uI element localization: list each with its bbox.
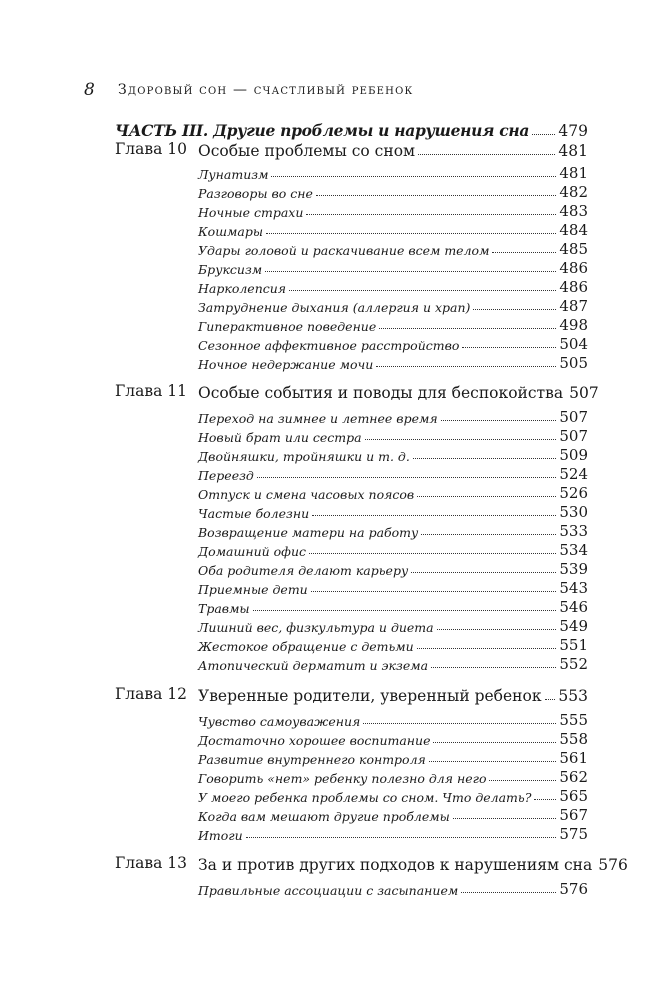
toc-item: Переход на зимнее и летнее время 507 (198, 408, 588, 426)
toc-item: У моего ребенка проблемы со сном. Что делать? 565 (198, 787, 588, 805)
chapter-label: Глава 12 (115, 685, 187, 703)
toc-item: Разговоры во сне 482 (198, 183, 588, 201)
chapter-heading (198, 852, 628, 874)
chapter-heading (198, 138, 588, 160)
book-title: Здоровый сон — счастливый ребенок (118, 82, 414, 98)
part-title: Другие проблемы и нарушения сна (213, 121, 530, 140)
toc-item: Когда вам мешают другие проблемы 567 (198, 806, 588, 824)
toc-item: Итоги 575 (198, 825, 588, 843)
toc-item: Удары головой и раскачивание всем телом 485 (198, 240, 588, 258)
toc-item: Говорить «нет» ребенку полезно для него 562 (198, 768, 588, 786)
part-prefix: ЧАСТЬ III. (115, 121, 208, 140)
toc-item: Атопический дерматит и экзема 552 (198, 655, 588, 673)
toc-item: Ночные страхи 483 (198, 202, 588, 220)
toc-item: Лишний вес, физкультура и диета 549 (198, 617, 588, 635)
toc-item: Переезд 524 (198, 465, 588, 483)
dot-leader (532, 133, 555, 135)
toc-item: Травмы 546 (198, 598, 588, 616)
chapter-page: 507 (569, 384, 599, 402)
part-page: 479 (558, 122, 588, 140)
chapter-label: Глава 10 (115, 140, 187, 158)
toc-item: Домашний офис 534 (198, 541, 588, 559)
chapter-page: 576 (598, 856, 628, 874)
chapter-page: 553 (558, 687, 588, 705)
toc-item: Развитие внутреннего контроля 561 (198, 749, 588, 767)
chapter-title: Особые проблемы со сном (198, 142, 416, 160)
toc-item: Приемные дети 543 (198, 579, 588, 597)
toc-item: Кошмары 484 (198, 221, 588, 239)
dot-leader (545, 698, 556, 700)
chapter-heading (198, 380, 599, 402)
toc-item: Ночное недержание мочи 505 (198, 354, 588, 372)
dot-leader (418, 153, 555, 155)
toc-item: Жестокое обращение с детьми 551 (198, 636, 588, 654)
toc-item: Отпуск и смена часовых поясов 526 (198, 484, 588, 502)
toc-item: Двойняшки, тройняшки и т. д. 509 (198, 446, 588, 464)
toc-item: Чувство самоуважения 555 (198, 711, 588, 729)
toc-item: Правильные ассоциации с засыпанием 576 (198, 880, 588, 898)
toc-item: Бруксизм 486 (198, 259, 588, 277)
toc-item: Сезонное аффективное расстройство 504 (198, 335, 588, 353)
page-number: 8 (84, 80, 95, 100)
part-heading (115, 118, 588, 140)
chapter-page: 481 (558, 142, 588, 160)
toc-item: Достаточно хорошее воспитание 558 (198, 730, 588, 748)
toc-item: Затруднение дыхания (аллергия и храп) 487 (198, 297, 588, 315)
chapter-heading (198, 683, 588, 705)
chapter-title: За и против других подходов к нарушениям сна (198, 856, 593, 874)
toc-item: Оба родителя делают карьеру 539 (198, 560, 588, 578)
chapter-label: Глава 13 (115, 854, 187, 872)
running-head (84, 80, 604, 102)
toc-item: Возвращение матери на работу 533 (198, 522, 588, 540)
toc-item: Лунатизм 481 (198, 164, 588, 182)
chapter-title: Уверенные родители, уверенный ребенок (198, 687, 542, 705)
chapter-title: Особые события и поводы для беспокойства (198, 384, 564, 402)
toc-item: Частые болезни 530 (198, 503, 588, 521)
toc-item: Гиперактивное поведение 498 (198, 316, 588, 334)
toc-item: Нарколепсия 486 (198, 278, 588, 296)
chapter-label: Глава 11 (115, 382, 187, 400)
toc-item: Новый брат или сестра 507 (198, 427, 588, 445)
